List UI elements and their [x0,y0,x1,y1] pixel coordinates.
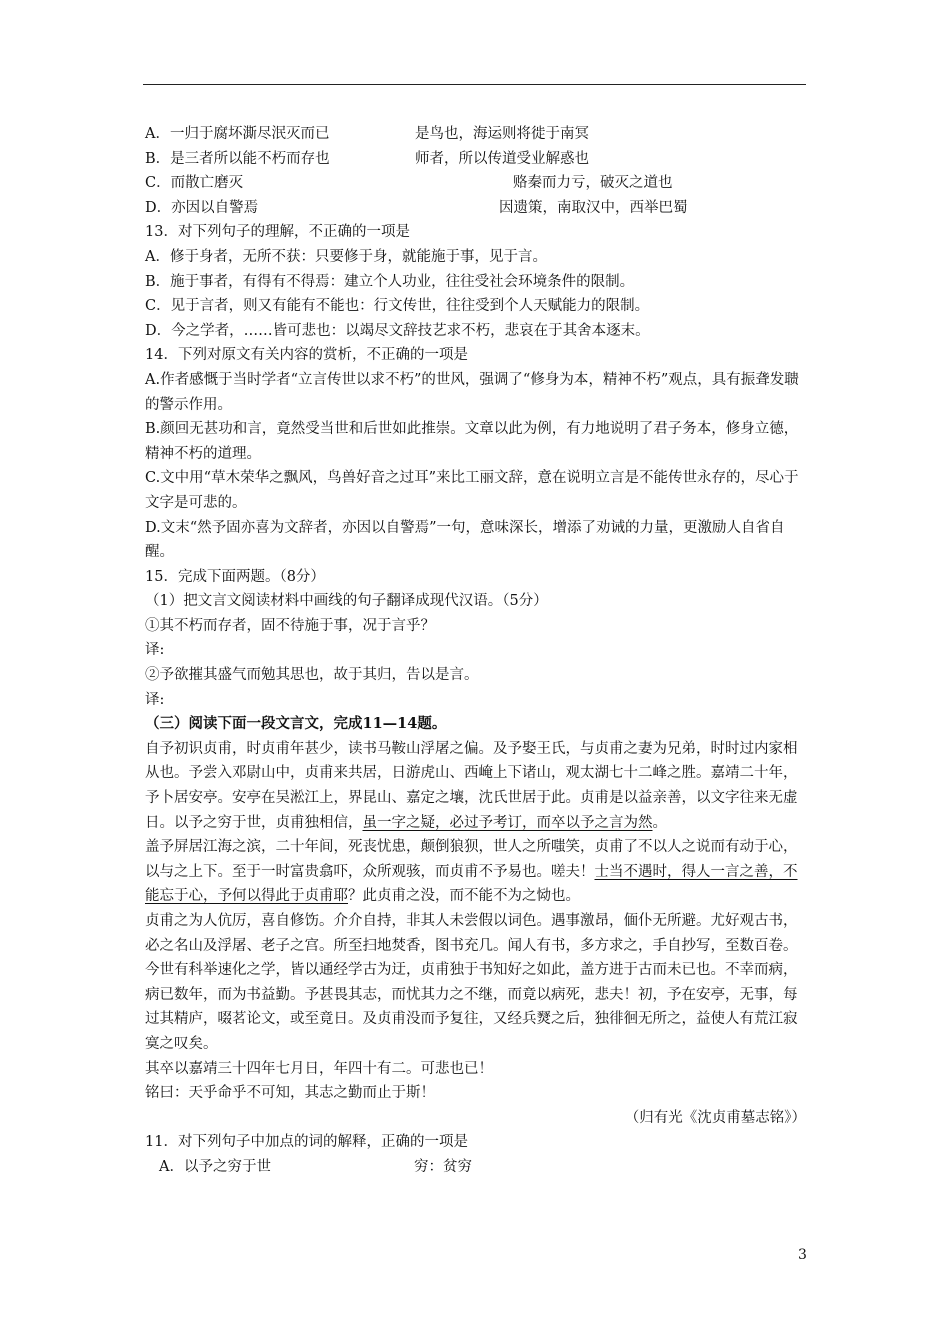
option-left: A．以予之穷于世 [159,1158,271,1175]
passage-source: （归有光《沈贞甫墓志铭》） [624,1109,806,1126]
q13-option-c: C．见于言者，则又有能有不能也：行文传世，往往受到个人天赋能力的限制。 [145,298,650,315]
q14-option-d: D.文末“然予固亦喜为文辞者，亦因以自警焉”一句，意味深长，增添了劝诫的力量，更激励人自省自醒。 [145,519,785,561]
q11-option-a [145,1155,810,1180]
header-rule [143,84,806,85]
q12-option-b [145,147,810,172]
passage-paragraph-2 [145,835,810,909]
document-body [145,122,810,1180]
option-left: A．一归于腐坏澌尽泯灭而已 [145,126,330,142]
q14-stem: 14．下列对原文有关内容的赏析，不正确的一项是 [145,347,468,364]
passage-text: 。 [652,814,667,831]
underlined-sentence: 虽一字之疑，必过予考订，而卒以予之言为然 [362,814,653,831]
q15-sentence-2: ②予欲摧其盛气而勉其思也，故于其归，告以是言。 [145,667,479,684]
q12-option-c [145,171,810,196]
option-right: 是鸟也，海运则将徙于南冥 [415,126,589,142]
q12-option-a [145,122,810,147]
q14-option-a: A.作者感慨于当时学者“立言传世以求不朽”的世风，强调了“修身为本，精神不朽”观点，具有振聋发聩的警示作用。 [145,371,799,413]
passage-text: ？此贞甫之没，而不能不为之恸也。 [348,888,580,905]
option-left: B．是三者所以能不朽而存也 [145,150,330,167]
q11-stem: 11．对下列句子中加点的词的解释，正确的一项是 [145,1134,468,1151]
q15-subquestion: （1）把文言文阅读材料中画线的句子翻译成现代汉语。（5分） [145,593,548,610]
q13-stem: 13．对下列句子的理解，不正确的一项是 [145,224,410,241]
page-number: 3 [798,1247,807,1263]
option-left: D．亦因以自警焉 [145,199,259,216]
q15-translation-2: 译: [145,691,165,708]
passage-text: 自予初识贞甫，时贞甫年甚少，读书马鞍山浮屠之偏。及予娶王氏，与贞甫之妻为兄弟，时时过内家相从也。予尝入邓尉山中，贞甫来共居，日游虎山、西崦上下诸山，观太湖七十二峰之胜。嘉靖二十年，予卜居安亭。安亭在吴淞江上，界昆山、嘉定之壤，沈氏世居于此。贞甫是以益亲善，以文字往来无虚日。以予之穷于世，贞甫独相信， [145,740,798,831]
q14-option-b: B.颜回无甚功和言，竟然受当世和后世如此推崇。文章以此为例，有力地说明了君子务本，修身立德，精神不朽的道理。 [145,421,799,462]
q14-option-c: C.文中用“草木荣华之飘风，鸟兽好音之过耳”来比工丽文辞，意在说明立言是不能传世永存的，尽心于文字是可悲的。 [145,470,799,511]
passage-paragraph-4: 其卒以嘉靖三十四年七月日，年四十有二。可悲也已！ [145,1060,493,1077]
section-heading: （三）阅读下面一段文言文，完成11—14题。 [145,715,447,733]
option-left: C．而散亡磨灭 [145,175,244,192]
q13-option-d: D．今之学者，……皆可悲也：以竭尽文辞技艺求不朽，悲哀在于其舍本逐末。 [145,322,650,339]
q12-option-d [145,196,810,221]
passage-paragraph-1 [145,737,810,835]
passage-paragraph-5: 铭曰：天乎命乎不可知，其志之勤而止于斯！ [145,1085,435,1102]
q13-option-b: B．施于事者，有得有不得焉：建立个人功业，往往受社会环境条件的限制。 [145,273,635,290]
q15-stem: 15．完成下面两题。（8分） [145,568,325,585]
underlined-sentence: 士当不遇时，得人一言之善，不能忘于心，予何以得此于贞甫耶 [145,863,798,905]
passage-paragraph-3: 贞甫之为人伉厉，喜自修饬。介介自持，非其人未尝假以词色。遇事激昂，偭仆无所避。尤好观古书，必之名山及浮屠、老子之宫。所至扫地焚香，图书充几。闻人有书，多方求之，手自抄写，至数百卷。今世有科举速化之学，皆以通经学古为迂，贞甫独于书知好之如此，盖方进于古而未已也。不幸而病，病已数年，而为书益勤。予甚畏其志，而忧其力之不继，而竟以病死，悲夫！初，予在安亭，无事，每过其精庐，啜茗论文，或至竟日。及贞甫没而予复往，又经兵燹之后，独徘徊无所之，益使人有荒江寂寞之叹矣。 [145,913,798,1052]
option-right: 师者，所以传道受业解惑也 [415,150,589,167]
q13-option-a: A．修于身者，无所不获：只要修于身，就能施于事，见于言。 [145,248,547,265]
q15-sentence-1: ①其不朽而存者，固不待施于事，况于言乎？ [145,617,435,634]
passage-text: 盖予屏居江海之滨，二十年间，死丧忧患，颠倒狼狈，世人之所嗤笑，贞甫了不以人之说而有动于心，以与之上下。至于一时富贵翕吓，众所观骇，而贞甫不予易也。嗟夫！ [145,839,798,880]
option-right: 因遗策，南取汉中，西举巴蜀 [499,199,688,216]
q15-translation-1: 译: [145,642,165,659]
option-right: 穷：贫穷 [414,1158,472,1175]
option-right: 赂秦而力亏，破灭之道也 [513,175,673,192]
